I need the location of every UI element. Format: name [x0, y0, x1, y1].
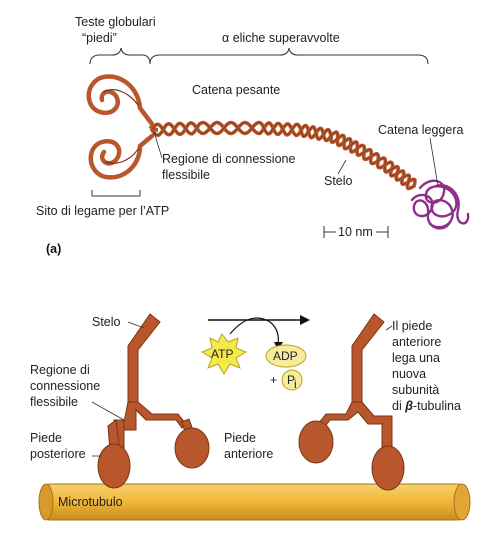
right-rear-foot [299, 421, 333, 463]
heavy-chain-label: Catena pesante [192, 83, 281, 97]
atp-burst [202, 334, 246, 374]
hinge-label-line1: Regione di connessione [162, 152, 296, 166]
adp-label: ADP [273, 349, 298, 363]
atp-label: ATP [211, 347, 234, 361]
lower-head [91, 136, 152, 177]
front-foot-line2: anteriore [224, 447, 274, 461]
upper-head [89, 76, 152, 124]
pi-subscript: i [294, 377, 297, 391]
coil-brace [150, 48, 428, 64]
panel-b [30, 314, 470, 520]
coil-label: α eliche superavvolte [222, 31, 340, 45]
pi-label: P [287, 373, 296, 387]
hinge-label-line2: flessibile [162, 168, 210, 182]
note-line6-a: di [392, 399, 406, 413]
note-line6-c: -tubulina [412, 399, 461, 413]
rear-foot-line2: posteriore [30, 447, 86, 461]
panel-a [36, 15, 468, 256]
reaction-arrowhead [300, 315, 310, 325]
right-stalk [352, 314, 384, 404]
panel-a-letter: (a) [46, 242, 62, 256]
hinge-b-pointer [92, 402, 124, 420]
stalk-pointer-b [128, 322, 144, 328]
atp-site-bracket [92, 190, 140, 196]
light-chain-label: Catena leggera [378, 123, 464, 137]
heads-label-line2: “piedi” [82, 31, 117, 45]
note-line5: subunità [392, 383, 440, 397]
plus-sign: + [270, 373, 278, 387]
heads-brace [90, 48, 150, 64]
left-hinge-arms [124, 402, 186, 430]
light-chain-tangle [412, 181, 468, 229]
microtubule-label: Microtubulo [58, 495, 123, 509]
left-stalk [128, 314, 160, 404]
atp-site-label: Sito di legame per l’ATP [36, 204, 170, 218]
left-rear-foot [98, 444, 130, 488]
kinesin-left [98, 314, 209, 488]
scale-bar-label: 10 nm [338, 225, 373, 239]
rear-foot-line1: Piede [30, 431, 62, 445]
note-line2: anteriore [392, 335, 442, 349]
heads-label-line1: Teste globulari [75, 15, 156, 29]
note-line6-beta: β [405, 399, 413, 413]
note-line6 [392, 399, 461, 413]
front-foot-line1: Piede [224, 431, 256, 445]
note-line1: Il piede [392, 319, 433, 333]
hinge-b-line3: flessibile [30, 395, 78, 409]
stalk-pointer-a [338, 160, 346, 174]
hinge-b-line1: Regione di [30, 363, 90, 377]
kinesin-right [299, 314, 404, 490]
note-line4: nuova [392, 367, 427, 381]
note-line3: lega una [392, 351, 440, 365]
light-chain-pointer [430, 138, 438, 186]
stalk-label-b: Stelo [92, 315, 121, 329]
right-front-foot [372, 446, 404, 490]
hinge-b-line2: connessione [30, 379, 101, 393]
left-front-foot [175, 428, 209, 468]
stalk-label-a: Stelo [324, 174, 353, 188]
